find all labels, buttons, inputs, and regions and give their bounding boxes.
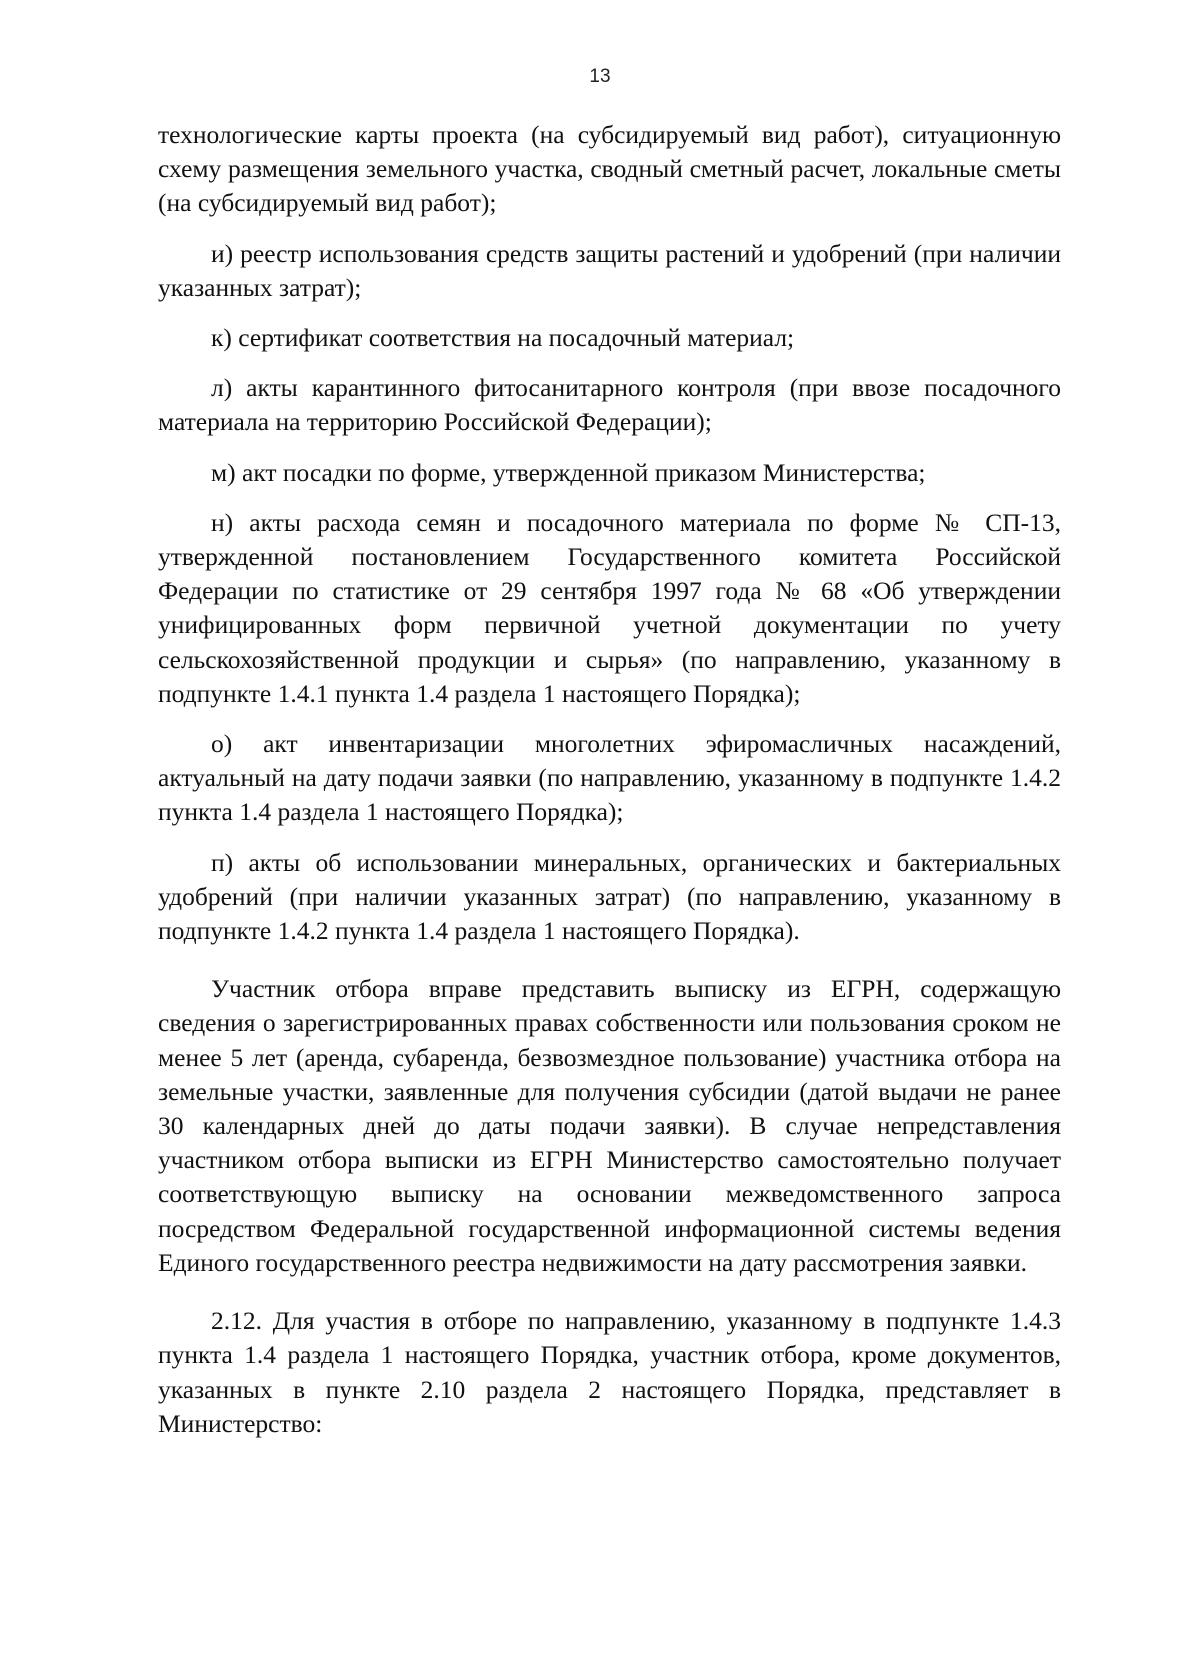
paragraph-item-i: и) реестр использования средств защиты растений и удобрений (при наличии указанных затрат); [158,238,1061,302]
paragraph-item-l: л) акты карантинного фитосанитарного контроля (при ввозе посадочного материала на территорию Российской Федерации); [158,373,1061,437]
paragraph-item-o: о) акт инвентаризации многолетних эфиромасличных насаждений, актуальный на дату подачи заявки (по направлению, указанному в подпункте 1.4.2 пункта 1.4 раздела 1 настоящего Порядка); [158,729,1061,827]
paragraph-item-n: н) акты расхода семян и посадочного материала по форме № СП-13, утвержденной постановлением Государственного комитета Российской Федерации по статистике от 29 сентября 1997 года № 68 «Об утверждении унифицированных форм первичной учетной документации по учету сельскохозяйственной продукции и сырья» (по направлению, указанному в подпункте 1.4.1 пункта 1.4 раздела 1 настоящего Порядка); [158,507,1061,708]
page-number: 13 [589,66,611,87]
paragraph-item-k: к) сертификат соответствия на посадочный материал; [211,323,795,353]
paragraph-egrn-note: Участник отбора вправе представить выписку из ЕГРН, содержащую сведения о зарегистрированных правах собственности или пользования сроком не менее 5 лет (аренда, субаренда, безвозмездное пользование) участника отбора на земельные участки, заявленные для получения субсидии (датой выдачи не ранее 30 календарных дней до даты подачи заявки). В случае непредставления участником отбора выписки из ЕГРН Министерство самостоятельно получает соответствующую выписку на основании межведомственного запроса посредством Федеральной государственной информационной системы ведения Единого государственного реестра недвижимости на дату рассмотрения заявки. [158,974,1061,1277]
paragraph-item-m: м) акт посадки по форме, утвержденной приказом Министерства; [211,457,926,487]
paragraph-item-p: п) акты об использовании минеральных, органических и бактериальных удобрений (при наличии указанных затрат) (по направлению, указанному в подпункте 1.4.2 пункта 1.4 раздела 1 настоящего Порядка). [158,847,1061,946]
paragraph-clause-2-12: 2.12. Для участия в отборе по направлению, указанному в подпункте 1.4.3 пункта 1.4 раздела 1 настоящего Порядка, участник отбора, кроме документов, указанных в пункте 2.10 раздела 2 настоящего Порядка, представляет в Министерство: [158,1306,1061,1438]
document-body [158,118,1061,1441]
paragraph-continuation: технологические карты проекта (на субсидируемый вид работ), ситуационную схему размещения земельного участка, сводный сметный расчет, локальные сметы (на субсидируемый вид работ); [158,120,1061,218]
